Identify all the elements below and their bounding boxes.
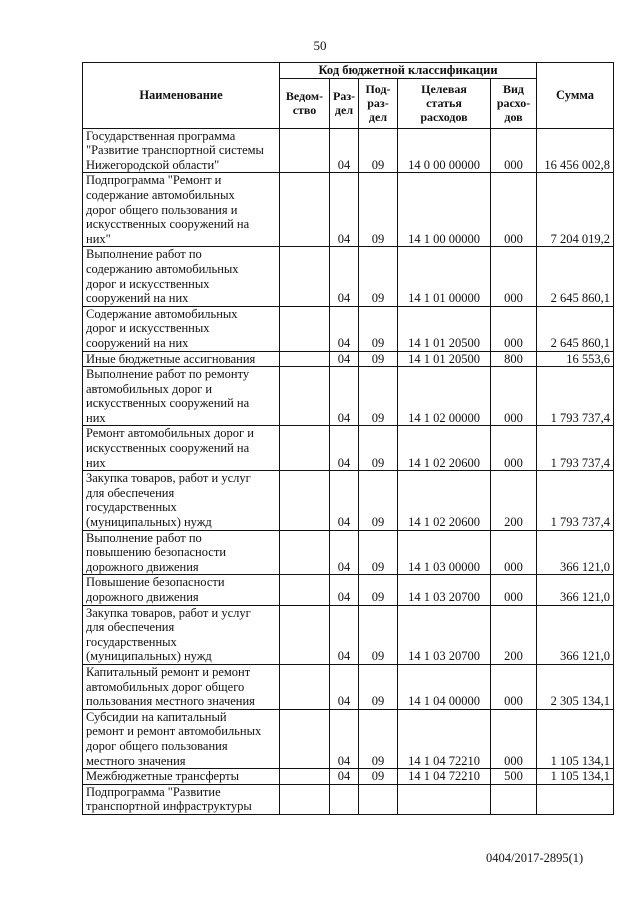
cell-target: 14 0 00 00000: [398, 128, 491, 173]
cell-target: 14 1 00 00000: [398, 173, 491, 247]
cell-sum: 2 645 860,1: [537, 247, 614, 306]
cell-name: Государственная программа "Развитие транспортной системы Нижегородской области": [83, 128, 280, 173]
cell-dept: [280, 784, 330, 814]
cell-dept: [280, 605, 330, 664]
cell-type: 000: [491, 247, 537, 306]
table-row: [83, 575, 614, 605]
cell-dept: [280, 367, 330, 426]
header-section: Раз- дел: [330, 78, 359, 128]
cell-type: 000: [491, 173, 537, 247]
cell-subsection: 09: [359, 247, 398, 306]
cell-subsection: 09: [359, 664, 398, 709]
cell-section: 04: [330, 128, 359, 173]
cell-type: 000: [491, 575, 537, 605]
cell-name: Выполнение работ по повышению безопасности дорожного движения: [83, 530, 280, 575]
cell-name: Подпрограмма "Ремонт и содержание автомобильных дорог общего пользования и искусственных сооружений на них": [83, 173, 280, 247]
table-row: [83, 247, 614, 306]
cell-section: 04: [330, 247, 359, 306]
cell-sum: 2 305 134,1: [537, 664, 614, 709]
cell-subsection: 09: [359, 530, 398, 575]
table-row: [83, 605, 614, 664]
table-header: [83, 63, 614, 129]
cell-target: 14 1 02 20600: [398, 426, 491, 471]
cell-name: Выполнение работ по содержанию автомобильных дорог и искусственных сооружений на них: [83, 247, 280, 306]
header-classification-group: Код бюджетной классификации: [280, 63, 537, 79]
cell-subsection: 09: [359, 575, 398, 605]
table-row: [83, 769, 614, 785]
table-row: [83, 664, 614, 709]
header-dept: Ведом- ство: [280, 78, 330, 128]
cell-section: 04: [330, 709, 359, 768]
cell-type: 200: [491, 471, 537, 530]
cell-target: 14 1 02 20600: [398, 471, 491, 530]
cell-sum: 1 105 134,1: [537, 709, 614, 768]
cell-target: 14 1 01 20500: [398, 306, 491, 351]
cell-section: 04: [330, 351, 359, 367]
table-body: [83, 128, 614, 814]
cell-sum: 7 204 019,2: [537, 173, 614, 247]
cell-target: 14 1 04 00000: [398, 664, 491, 709]
cell-type: [491, 784, 537, 814]
cell-section: [330, 784, 359, 814]
cell-section: 04: [330, 367, 359, 426]
page-number: 50: [313, 38, 327, 53]
cell-section: 04: [330, 664, 359, 709]
cell-section: 04: [330, 530, 359, 575]
cell-type: 000: [491, 128, 537, 173]
header-target: Целевая статья расходов: [398, 78, 491, 128]
table-row: [83, 530, 614, 575]
cell-dept: [280, 664, 330, 709]
cell-target: 14 1 04 72210: [398, 769, 491, 785]
cell-target: 14 1 03 20700: [398, 605, 491, 664]
cell-subsection: 09: [359, 351, 398, 367]
cell-section: 04: [330, 173, 359, 247]
cell-name: Выполнение работ по ремонту автомобильных дорог и искусственных сооружений на них: [83, 367, 280, 426]
table-row: [83, 471, 614, 530]
cell-dept: [280, 471, 330, 530]
header-subsection: Под- раз- дел: [359, 78, 398, 128]
cell-name: Межбюджетные трансферты: [83, 769, 280, 785]
cell-dept: [280, 173, 330, 247]
cell-target: 14 1 03 20700: [398, 575, 491, 605]
cell-dept: [280, 530, 330, 575]
cell-section: 04: [330, 769, 359, 785]
cell-type: 000: [491, 664, 537, 709]
cell-target: 14 1 01 20500: [398, 351, 491, 367]
table-row: [83, 173, 614, 247]
cell-dept: [280, 426, 330, 471]
cell-dept: [280, 769, 330, 785]
cell-sum: 16 456 002,8: [537, 128, 614, 173]
cell-type: 800: [491, 351, 537, 367]
table-row: [83, 367, 614, 426]
cell-dept: [280, 709, 330, 768]
cell-dept: [280, 247, 330, 306]
cell-target: 14 1 02 00000: [398, 367, 491, 426]
cell-dept: [280, 575, 330, 605]
cell-name: Закупка товаров, работ и услуг для обеспечения государственных (муниципальных) нужд: [83, 605, 280, 664]
cell-type: 200: [491, 605, 537, 664]
table-row: [83, 128, 614, 173]
cell-name: Субсидии на капитальный ремонт и ремонт автомобильных дорог общего пользования местного значения: [83, 709, 280, 768]
cell-target: [398, 784, 491, 814]
cell-subsection: 09: [359, 605, 398, 664]
cell-subsection: 09: [359, 173, 398, 247]
cell-sum: 366 121,0: [537, 605, 614, 664]
cell-subsection: 09: [359, 709, 398, 768]
cell-subsection: 09: [359, 769, 398, 785]
cell-sum: 2 645 860,1: [537, 306, 614, 351]
cell-section: 04: [330, 426, 359, 471]
table-row: [83, 351, 614, 367]
cell-sum: 1 105 134,1: [537, 769, 614, 785]
cell-subsection: 09: [359, 128, 398, 173]
cell-type: 000: [491, 530, 537, 575]
cell-target: 14 1 04 72210: [398, 709, 491, 768]
cell-sum: 1 793 737,4: [537, 367, 614, 426]
cell-name: Капитальный ремонт и ремонт автомобильных дорог общего пользования местного значения: [83, 664, 280, 709]
table-row: [83, 784, 614, 814]
cell-dept: [280, 306, 330, 351]
cell-target: 14 1 01 00000: [398, 247, 491, 306]
cell-sum: 366 121,0: [537, 575, 614, 605]
cell-section: 04: [330, 605, 359, 664]
cell-type: 000: [491, 709, 537, 768]
cell-sum: [537, 784, 614, 814]
cell-subsection: 09: [359, 306, 398, 351]
cell-name: Закупка товаров, работ и услуг для обеспечения государственных (муниципальных) нужд: [83, 471, 280, 530]
cell-subsection: 09: [359, 471, 398, 530]
cell-type: 000: [491, 426, 537, 471]
cell-name: Иные бюджетные ассигнования: [83, 351, 280, 367]
table-row: [83, 709, 614, 768]
cell-subsection: 09: [359, 367, 398, 426]
cell-section: 04: [330, 575, 359, 605]
cell-sum: 366 121,0: [537, 530, 614, 575]
cell-sum: 1 793 737,4: [537, 426, 614, 471]
cell-type: 000: [491, 306, 537, 351]
cell-target: 14 1 03 00000: [398, 530, 491, 575]
cell-type: 000: [491, 367, 537, 426]
cell-sum: 1 793 737,4: [537, 471, 614, 530]
document-code: 0404/2017-2895(1): [486, 851, 584, 865]
header-sum: Сумма: [537, 63, 614, 129]
header-type: Вид расхо- дов: [491, 78, 537, 128]
table-row: [83, 426, 614, 471]
cell-subsection: 09: [359, 426, 398, 471]
cell-name: Подпрограмма "Развитие транспортной инфраструктуры: [83, 784, 280, 814]
cell-section: 04: [330, 471, 359, 530]
cell-sum: 16 553,6: [537, 351, 614, 367]
cell-name: Ремонт автомобильных дорог и искусственных сооружений на них: [83, 426, 280, 471]
cell-type: 500: [491, 769, 537, 785]
cell-dept: [280, 351, 330, 367]
cell-section: 04: [330, 306, 359, 351]
table-row: [83, 306, 614, 351]
header-name: Наименование: [83, 63, 280, 129]
budget-table: [82, 62, 614, 815]
cell-dept: [280, 128, 330, 173]
cell-subsection: [359, 784, 398, 814]
cell-name: Повышение безопасности дорожного движения: [83, 575, 280, 605]
cell-name: Содержание автомобильных дорог и искусственных сооружений на них: [83, 306, 280, 351]
